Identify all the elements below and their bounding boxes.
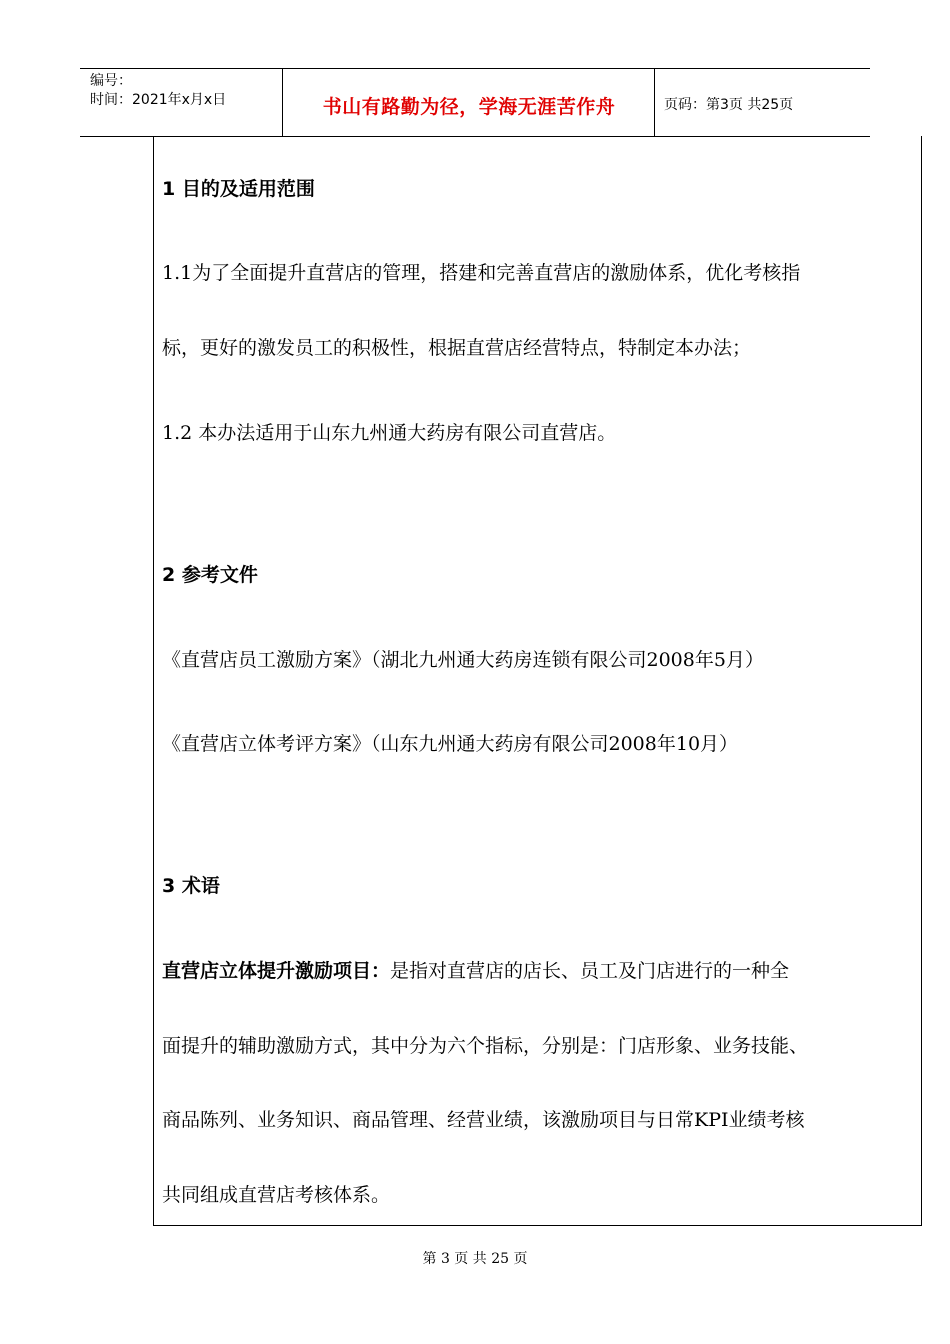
header-top-rule <box>80 68 870 69</box>
term-definition-line-3: 商品陈列、业务知识、商品管理、经营业绩，该激励项目与日常KPI业绩考核 <box>162 1109 805 1131</box>
header-motto: 书山有路勤为径，学海无涯苦作舟 <box>322 96 616 118</box>
header-meta <box>90 72 226 110</box>
section-2-heading: 2 参考文件 <box>162 564 258 586</box>
reference-2: 《直营店立体考评方案》（山东九州通大药房有限公司2008年10月） <box>162 733 739 755</box>
page-footer: 第 3 页 共 25 页 <box>422 1251 528 1267</box>
term-name: 直营店立体提升激励项目： <box>162 960 391 982</box>
section-1-paragraph-2: 1.2 本办法适用于山东九州通大药房有限公司直营店。 <box>162 422 617 444</box>
term-definition-line-4: 共同组成直营店考核体系。 <box>162 1184 391 1206</box>
document-date: 时间：2021年x月x日 <box>90 92 227 108</box>
section-1-paragraph-1-line-2: 标，更好的激发员工的积极性，根据直营店经营特点，特制定本办法； <box>162 337 752 359</box>
section-1-paragraph-1-line-1: 1.1为了全面提升直营店的管理，搭建和完善直营店的激励体系，优化考核指 <box>162 262 801 284</box>
content-frame <box>153 136 922 1226</box>
header-page-number: 页码：第3页 共25页 <box>664 97 794 113</box>
term-definition-line-1 <box>162 956 789 983</box>
section-3-heading: 3 术语 <box>162 875 220 897</box>
term-definition-start: 是指对直营店的店长、员工及门店进行的一种全 <box>390 960 790 982</box>
section-1-heading: 1 目的及适用范围 <box>162 178 315 200</box>
document-number-label: 编号： <box>90 73 132 89</box>
term-definition-line-2: 面提升的辅助激励方式，其中分为六个指标，分别是：门店形象、业务技能、 <box>162 1035 809 1057</box>
reference-1: 《直营店员工激励方案》（湖北九州通大药房连锁有限公司2008年5月） <box>162 649 764 671</box>
